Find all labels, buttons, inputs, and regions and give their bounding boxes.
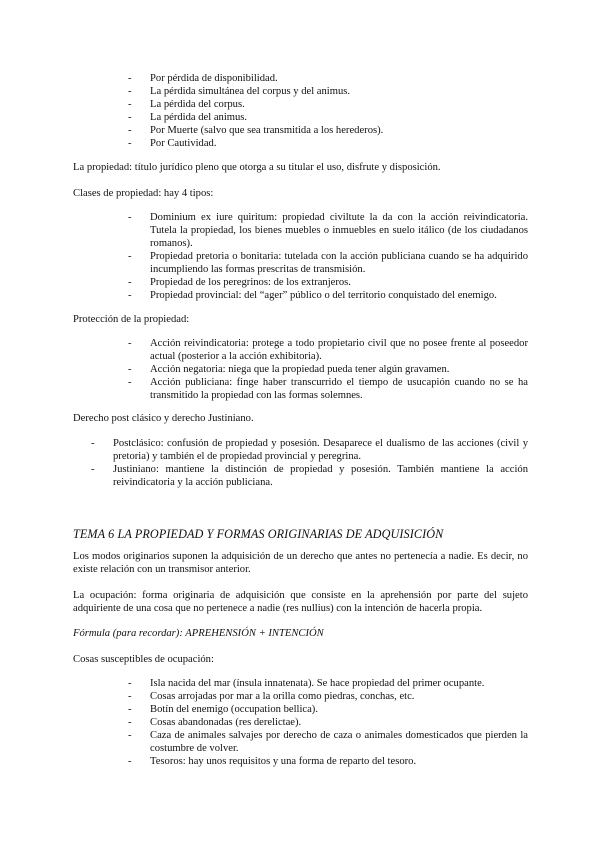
paragraph-cosas: Cosas susceptibles de ocupación: xyxy=(73,654,214,665)
list-item: - Postclásico: confusión de propiedad y posesión. Desaparece el dualismo de las acciones (civil y pretoria) y también el de propiedad provincial y peregrina. xyxy=(91,437,528,463)
list-item: - Isla nacida del mar (ínsula innatenata). Se hace propiedad del primer ocupante. xyxy=(128,677,528,690)
list-item: - Caza de animales salvajes por derecho de caza o animales domesticados que pierden la costumbre de volver. xyxy=(128,729,528,755)
list-item: - Por Cautividad. xyxy=(128,137,528,150)
list-item: - Acción publiciana: finge haber transcurrido el tiempo de usucapión cuando no se ha transmitido la propiedad con las formas solemnes. xyxy=(128,376,528,402)
list-item: - La pérdida del animus. xyxy=(128,111,528,124)
list-item: - Cosas abandonadas (res derelictae). xyxy=(128,716,528,729)
list-proteccion xyxy=(128,337,528,402)
list-item: - La pérdida simultánea del corpus y del animus. xyxy=(128,85,528,98)
list-item: - Propiedad pretoria o bonitaria: tutelada con la acción publiciana cuando se ha adquirido incumpliendo las formas prescritas de transmisión. xyxy=(128,250,528,276)
list-item: - Botín del enemigo (occupation bellica). xyxy=(128,703,528,716)
list-item: - Justiniano: mantiene la distinción de propiedad y posesión. También mantiene la acción reivindicatoria y la acción publiciana. xyxy=(91,463,528,489)
list-item: - Propiedad de los peregrinos: de los extranjeros. xyxy=(128,276,528,289)
list-perdida xyxy=(128,72,528,150)
list-derecho xyxy=(91,437,528,489)
formula-line: Fórmula (para recordar): APREHENSIÓN + INTENCIÓN xyxy=(73,628,324,639)
list-item: - Dominium ex iure quiritum: propiedad civiltute la da con la acción reivindicatoria. Tutela la propiedad, los bienes muebles o inmuebles en suelo itálico (de los ciudadanos romanos). xyxy=(128,211,528,250)
paragraph-derecho: Derecho post clásico y derecho Justiniano. xyxy=(73,413,254,424)
paragraph-modos: Los modos originarios suponen la adquisición de un derecho que antes no pertenecía a nadie. Es decir, no existe relación con un transmisor anterior. xyxy=(73,551,528,575)
section-heading: TEMA 6 LA PROPIEDAD Y FORMAS ORIGINARIAS DE ADQUISICIÓN xyxy=(73,527,444,541)
list-item: - Cosas arrojadas por mar a la orilla como piedras, conchas, etc. xyxy=(128,690,528,703)
list-item: - Por pérdida de disponibilidad. xyxy=(128,72,528,85)
paragraph-clases: Clases de propiedad: hay 4 tipos: xyxy=(73,188,214,199)
list-item: - Tesoros: hay unos requisitos y una forma de reparto del tesoro. xyxy=(128,755,528,768)
paragraph-ocupacion: La ocupación: forma originaria de adquisición que consiste en la aprehensión por parte del sujeto adquiriente de una cosa que no pertenece a nadie (res nullius) con la intención de hacerla propia. xyxy=(73,590,528,614)
paragraph-proteccion: Protección de la propiedad: xyxy=(73,314,190,325)
list-cosas xyxy=(128,677,528,768)
list-item: - Acción reivindicatoria: protege a todo propietario civil que no posee frente al poseedor actual (posterior a la acción exhibitoria). xyxy=(128,337,528,363)
list-item: - La pérdida del corpus. xyxy=(128,98,528,111)
paragraph-propiedad: La propiedad: título jurídico pleno que otorga a su titular el uso, disfrute y disposición. xyxy=(73,162,441,173)
list-item: - Acción negatoria: niega que la propiedad pueda tener algún gravamen. xyxy=(128,363,528,376)
list-clases xyxy=(128,211,528,302)
list-item: - Por Muerte (salvo que sea transmitida a los herederos). xyxy=(128,124,528,137)
list-item: - Propiedad provincial: del “ager” público o del territorio conquistado del enemigo. xyxy=(128,289,528,302)
